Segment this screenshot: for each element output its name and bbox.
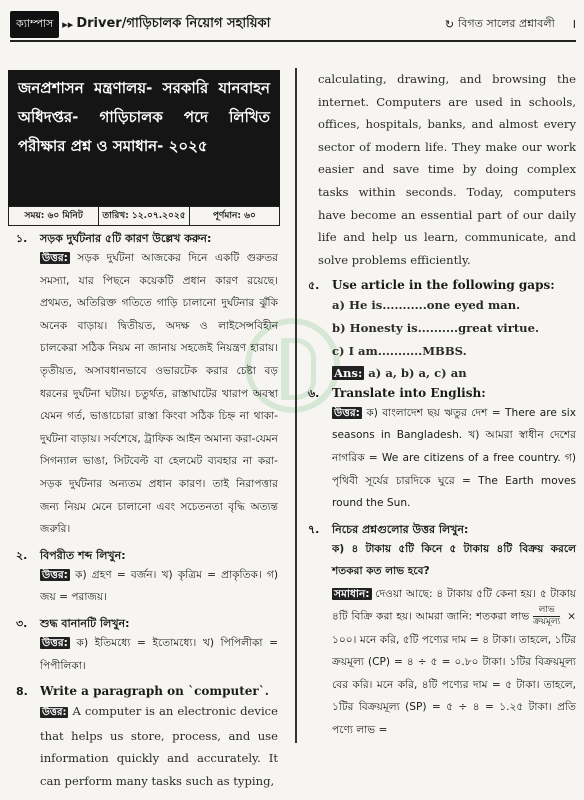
question-number: ৫. — [308, 279, 320, 293]
answer-2 — [8, 564, 278, 609]
fraction-denominator: ক্রয়মূল্য — [533, 617, 561, 628]
gap-item: c) I am...........MBBS. — [332, 343, 467, 358]
question-text: নিচের প্রশ্নগুলোর উত্তর লিখুন: — [332, 522, 469, 536]
question-text: বিপরীত শব্দ লিখুন: — [40, 548, 126, 562]
solution-tag: সমাধান: — [334, 587, 370, 600]
question-number: ২. — [16, 548, 28, 562]
answer-text: A computer is an electronic device that helps us store, process, and use information quickly and accurately. It can perform many tasks such as typing, — [40, 704, 279, 788]
question-number: 8. — [16, 685, 28, 699]
answer-text: ক) বাংলাদেশ ছয় ঋতুর দেশ = There are six seasons in Bangladesh. খ) আমরা স্বাধীন দেশের নাগরিক = We are citizens of a free country. গ) পৃথিবী সূর্যের চারদিকে ঘুরে = The Earth moves round the Sun. — [332, 406, 577, 510]
right-column — [300, 68, 576, 742]
left-column — [8, 230, 278, 792]
question-text: Write a paragraph on `computer`. — [40, 684, 269, 699]
brand-label: ক্যাম্পাস — [10, 11, 59, 38]
answer-4-continued: calculating, drawing, and browsing the internet. Computers are used in schools, offices, hospitals, banks, and almost every sector of modern life. They make our work easier and save time by doing complex tasks within seconds. Today, computers have become an essential part of our daily life and help us learn, communicate, and solve problems efficiently. — [318, 72, 576, 267]
answer-3 — [8, 632, 278, 677]
exam-title: জনপ্রশাসন মন্ত্রণালয়- সরকারি যানবাহন অধিদপ্তর- গাড়িচালক পদে লিখিত পরীক্ষার প্রশ্ন ও সমাধান- ২০২৫ — [8, 70, 280, 206]
question-number: ৭. — [308, 522, 320, 536]
page-mark: I — [572, 17, 576, 31]
book-title: Driver/গাড়িচালক নিয়োগ সহায়িকা — [76, 15, 271, 31]
question-5 — [300, 277, 576, 294]
solution-text-2: × ১০০। মনে করি, ৫টি পণ্যের দাম = ৪ টাকা। তাহলে, ১টির ক্রয়মূল্য (CP) = ৪ ÷ ৫ = ০.৮০ টাকা। ১টির বিক্রয়মূল্য বের করি। মনে করি, ৪টি পণ্যের দাম = ৫ টাকা। তাহলে, ১টির বিক্রয়মূল্য (SP) = ৫ ÷ ৪ = ১.২৫ টাকা। প্রতি পণ্যে লাভ = — [332, 610, 576, 736]
answer-6 — [300, 402, 576, 515]
question-text: সড়ক দুর্ঘটনার ৫টি কারণ উল্লেখ করুন: — [40, 232, 212, 245]
question-number: ৩. — [16, 616, 28, 630]
header-divider — [10, 40, 576, 42]
answer-5 — [332, 362, 576, 385]
answer-text: ক) গ্রহণ = বর্জন। খ) কৃত্রিম = প্রাকৃতিক। গ) জয় = পরাজয়। — [40, 568, 278, 604]
solution-7 — [300, 583, 576, 742]
answer-text: ক) ইতিমধ্যে = ইতোমধ্যে। খ) পিপিলীকা = পিপীলিকা। — [40, 636, 278, 672]
exam-time: সময়: ৬০ মিনিট — [9, 207, 99, 225]
question-number: ১. — [16, 232, 28, 245]
section-text: বিগত সালের প্রশ্নাবলী — [458, 16, 555, 30]
question-1 — [8, 230, 278, 247]
question-2 — [8, 547, 278, 564]
question-text: Use article in the following gaps: — [332, 278, 555, 293]
question-5-items — [300, 294, 576, 384]
section-label — [445, 15, 576, 34]
question-3 — [8, 615, 278, 632]
answer-4 — [8, 700, 278, 792]
page-header — [10, 8, 576, 40]
question-4 — [8, 683, 278, 700]
gap-item: b) Honesty is..........great virtue. — [332, 320, 540, 335]
answer-tag: উত্তর: — [42, 252, 68, 264]
question-number: ৬. — [308, 386, 320, 400]
answer-text: সড়ক দুর্ঘটনা আজকের দিনে একটি গুরুতর সমস্যা, যার পিছনে কয়েকটি প্রধান কারণ রয়েছে। প্রথমত, অতিরিক্ত গতিতে গাড়ি চালানো দুর্ঘটনার ঝুঁকি অনেক বাড়ায়। দ্বিতীয়ত, অদক্ষ ও লাইসেন্সবিহীন চালকেরা সঠিক নিয়ম না জানায় সহজেই নিয়ন্ত্রণ হারায়। তৃতীয়ত, অসাবধানভাবে ওভারটেক করার চেষ্টা বড় ধরনের দুর্ঘটনা ঘটায়। চতুর্থত, রাস্তাঘাটের খারাপ অবস্থা যেমন গর্ত, ভাঙাচোরা রাস্তা কিংবা সঠিক চিহ্ন না থাকা-দুর্ঘটনা বাড়ায়। সর্বশেষে, ট্রাফিক আইন অমান্য করা-যেমন সিগন্যাল ভাঙা, সিটবেল্ট বা হেলমেট ব্যবহার না করা-সড়ক দুর্ঘটনার অন্যতম প্রধান কারণ। তাই নিরাপত্তার জন্য নিয়ম মেনে চালানো এবং সচেতনতা বৃদ্ধি অত্যন্ত জরুরি। — [40, 252, 278, 536]
profit-fraction — [533, 605, 560, 628]
question-6 — [300, 385, 576, 402]
double-arrow-icon: ▸▸ — [62, 17, 74, 31]
gap-item: a) He is...........one eyed man. — [332, 298, 521, 313]
answer-tag: উত্তর: — [42, 636, 68, 649]
answer-tag: উত্তর: — [334, 406, 360, 419]
answer-text: a) a, b) a, c) an — [368, 366, 467, 381]
fraction-numerator: লাভ — [533, 605, 560, 617]
answer-tag: উত্তর: — [42, 707, 67, 719]
solution-text-1: দেওয়া আছে: ৪ টাকায় ৫টি কেনা হয়। ৫ টাকায় ৪টি বিক্রি করা হয়। আমরা জানি: শতকরা লাভ — [332, 587, 577, 623]
answer-tag: Ans: — [334, 366, 363, 381]
exam-date: তারিখ: ১২.০৭.২০২৫ — [99, 207, 189, 225]
question-7-sub: ক) ৪ টাকায় ৫টি কিনে ৫ টাকায় ৪টি বিক্রয় করলে শতকরা কত লাভ হবে? — [332, 542, 576, 578]
question-text: শুদ্ধ বানানটি লিখুন: — [40, 616, 130, 630]
exam-marks: পূর্ণমান: ৬০ — [212, 211, 256, 221]
column-divider — [295, 68, 297, 743]
refresh-icon: ↻ — [444, 17, 455, 31]
answer-tag: উত্তর: — [42, 568, 68, 581]
question-text: Translate into English: — [332, 385, 486, 400]
exam-meta — [8, 206, 280, 226]
question-7 — [300, 521, 576, 538]
answer-1 — [8, 247, 278, 541]
